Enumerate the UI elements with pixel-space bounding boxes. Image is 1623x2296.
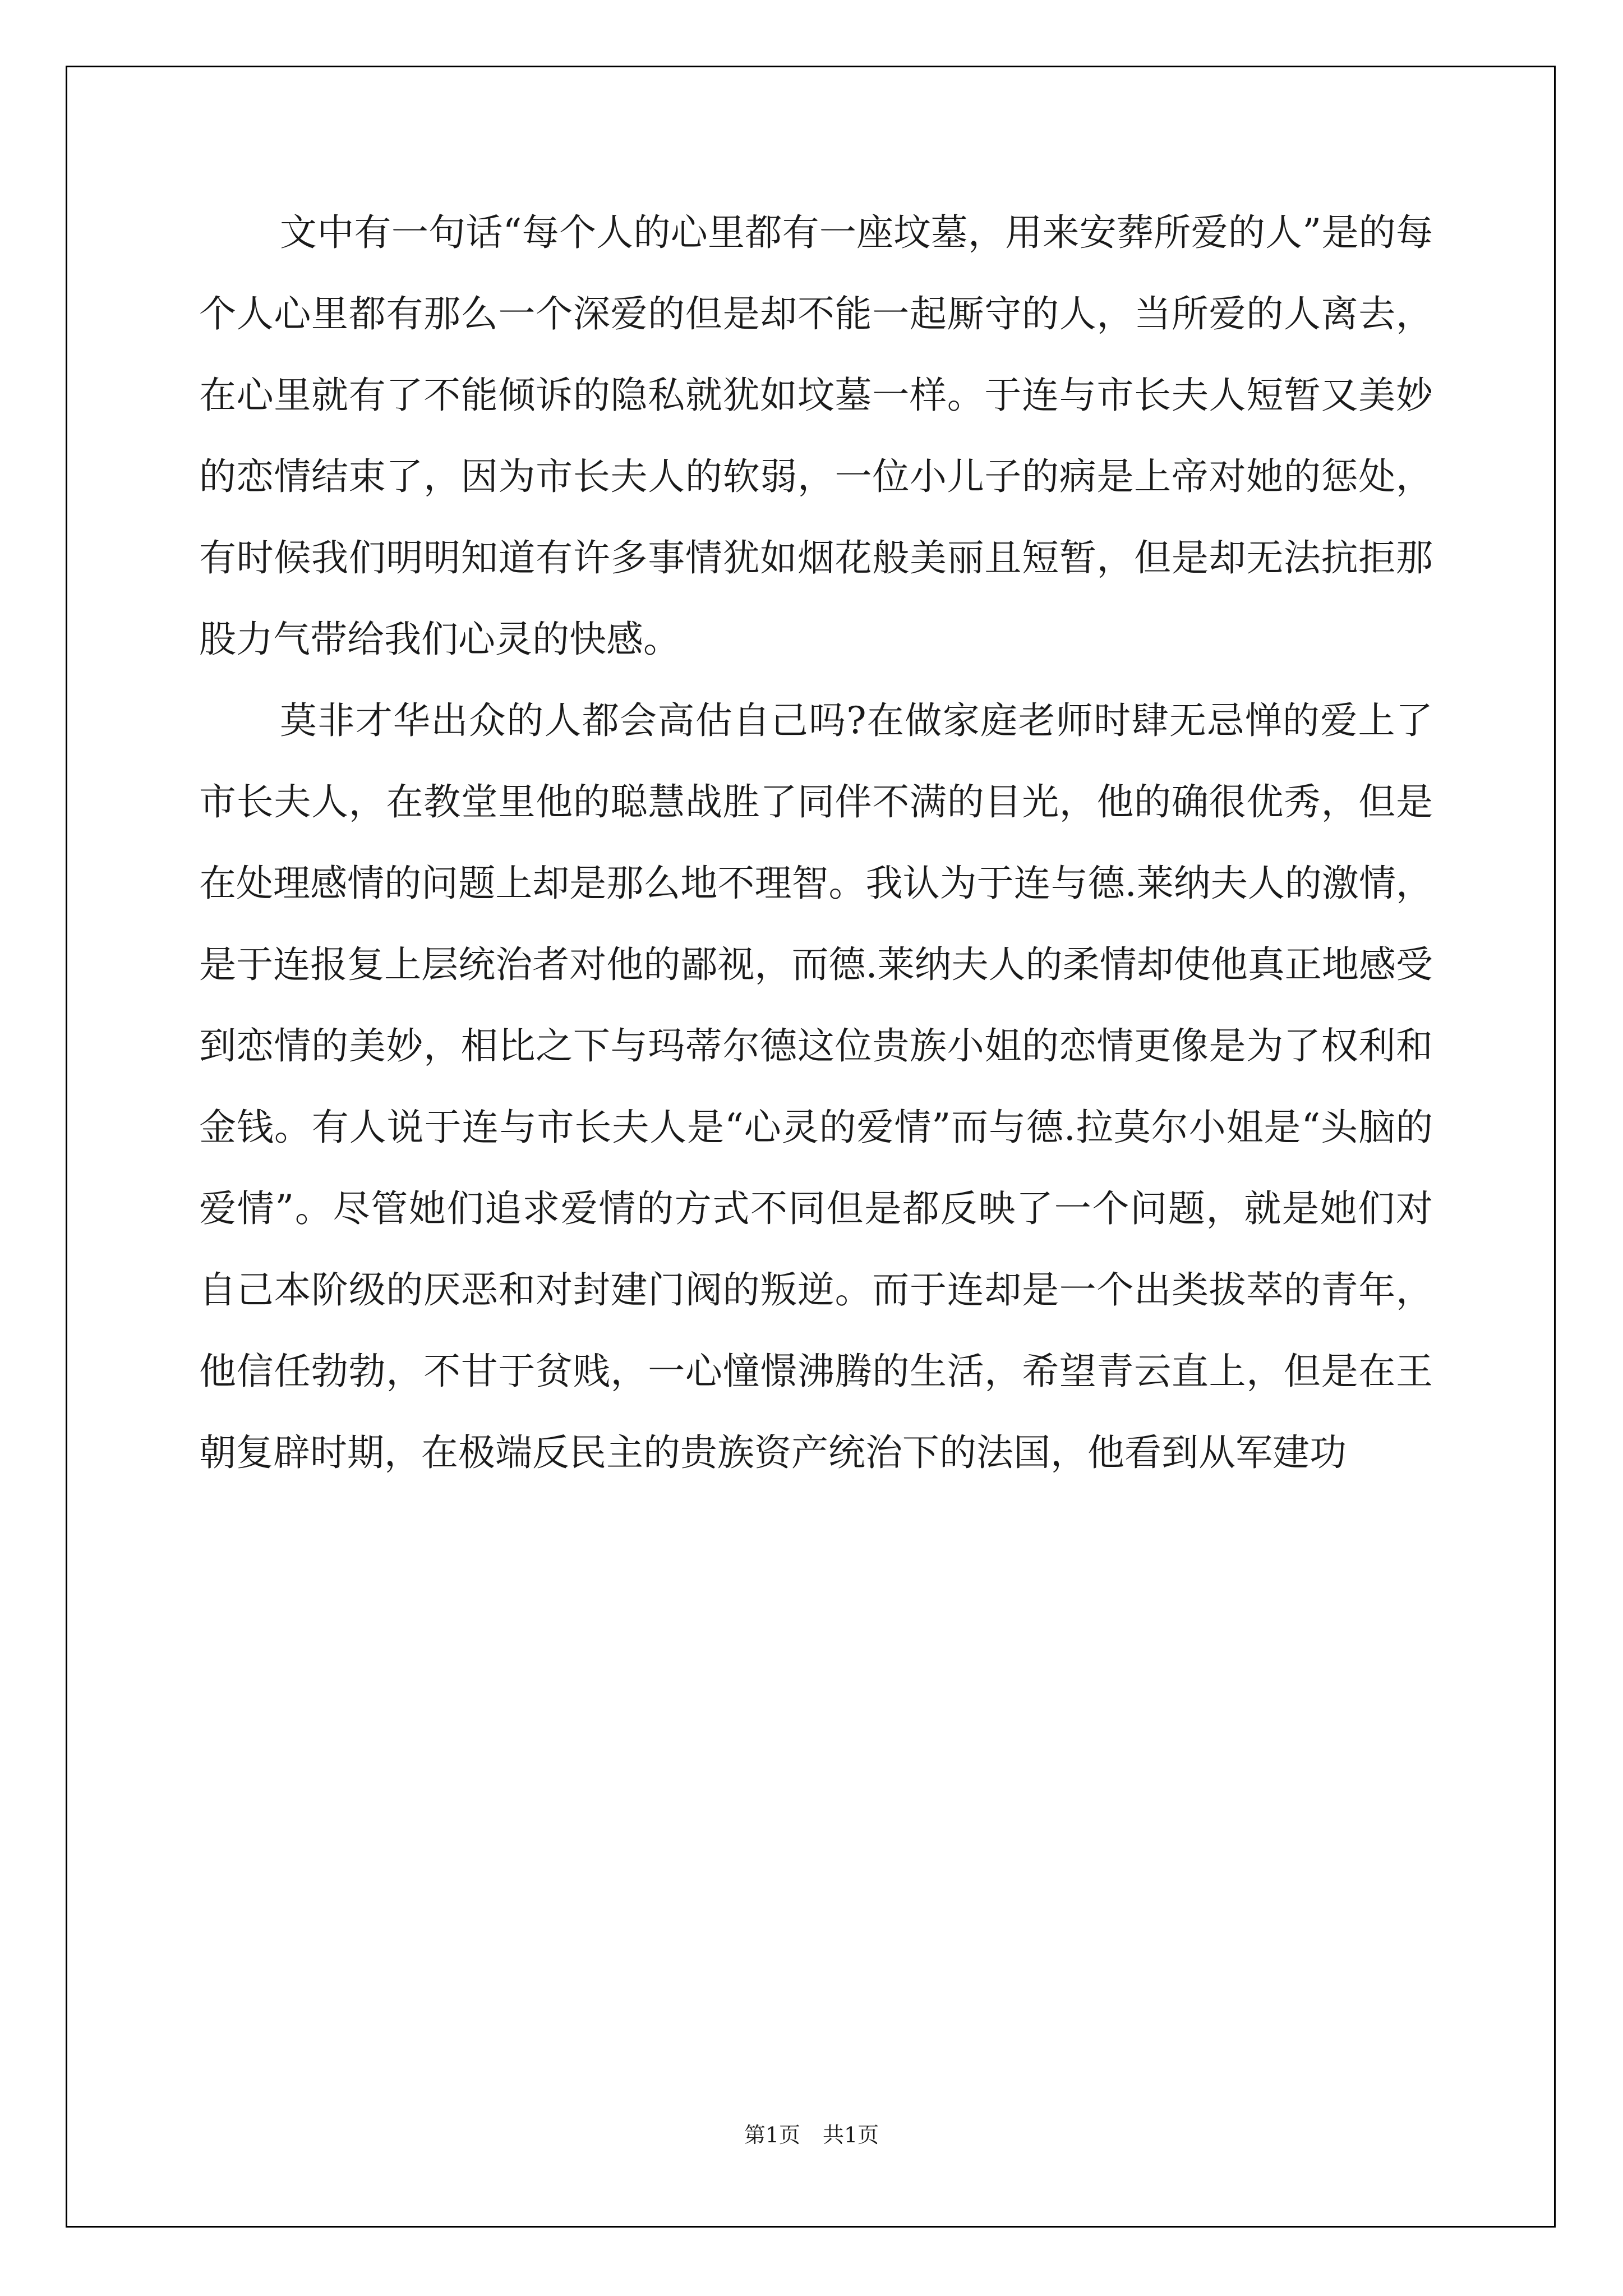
document-body	[199, 192, 1433, 1493]
page-footer	[0, 2118, 1623, 2148]
page-number-total: 共1页	[823, 2123, 879, 2147]
paragraph-1: 文中有一句话“每个人的心里都有一座坟墓，用来安葬所爱的人”是的每个人心里都有那么一个深爱的但是却不能一起厮守的人，当所爱的人离去，在心里就有了不能倾诉的隐私就犹如坟墓一样。于连与市长夫人短暂又美妙的恋情结束了，因为市长夫人的软弱，一位小儿子的病是上帝对她的惩处，有时候我们明明知道有许多事情犹如烟花般美丽且短暂，但是却无法抗拒那股力气带给我们心灵的快感。	[199, 211, 1433, 661]
paragraph-2: 莫非才华出众的人都会高估自己吗?在做家庭老师时肆无忌惮的爱上了市长夫人，在教堂里他的聪慧战胜了同伴不满的目光，他的确很优秀，但是在处理感情的问题上却是那么地不理智。我认为于连与德.莱纳夫人的激情，是于连报复上层统治者对他的鄙视，而德.莱纳夫人的柔情却使他真正地感受到恋情的美妙，相比之下与玛蒂尔德这位贵族小姐的恋情更像是为了权利和金钱。有人说于连与市长夫人是“心灵的爱情”而与德.拉莫尔小姐是“头脑的爱情”。尽管她们追求爱情的方式不同但是都反映了一个问题，就是她们对自己本阶级的厌恶和对封建门阀的叛逆。而于连却是一个出类拔萃的青年，他信任勃勃，不甘于贫贱，一心憧憬沸腾的生活，希望青云直上，但是在王朝复辟时期，在极端反民主的贵族资产统治下的法国，他看到从军建功	[199, 699, 1433, 1474]
page-number-current: 第1页	[744, 2123, 800, 2147]
